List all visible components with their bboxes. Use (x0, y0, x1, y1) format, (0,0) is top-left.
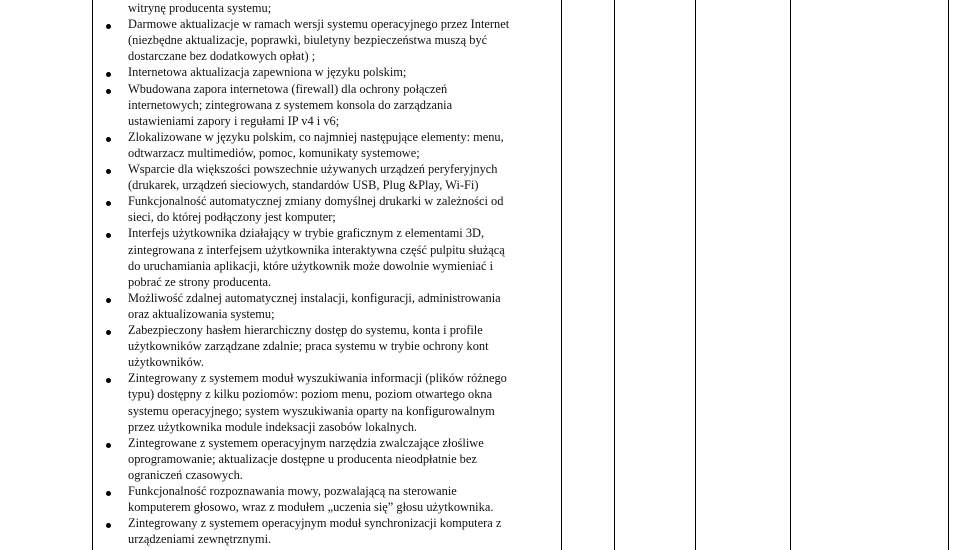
table-border-col2-right (614, 0, 615, 550)
list-item-line: Wbudowana zapora internetowa (firewall) dla ochrony połączeń (128, 81, 448, 96)
list-item-line: Zintegrowany z systemem operacyjnym moduł synchronizacji komputera z (128, 516, 502, 531)
list-item-line: Zintegrowany z systemem moduł wyszukiwania informacji (plików różnego (128, 371, 507, 386)
list-item-line: Darmowe aktualizacje w ramach wersji systemu operacyjnego przez Internet (128, 17, 510, 32)
bullet-icon (106, 169, 111, 174)
list-item-line: przez użytkownika module indeksacji zasobów lokalnych. (128, 419, 418, 434)
list-item-line: witrynę producenta systemu; (128, 1, 272, 15)
bullet-icon (106, 298, 111, 303)
specification-cell (92, 0, 562, 550)
list-item-line: do uruchamiania aplikacji, które użytkownik może dowolnie wymieniać i (128, 258, 494, 273)
list-item-line: użytkowników. (128, 355, 204, 370)
bullet-icon (106, 330, 111, 335)
list-item-line: ograniczeń czasowych. (128, 467, 243, 482)
bullet-icon (106, 233, 111, 238)
bullet-icon (106, 89, 111, 94)
list-item-line: (drukarek, urządzeń sieciowych, standardów USB, Plug &Play, Wi-Fi) (128, 178, 479, 193)
table-border-col3-right (695, 0, 696, 550)
list-item-line: odtwarzacz multimediów, pomoc, komunikaty systemowe; (128, 145, 420, 160)
bullet-icon (106, 523, 111, 528)
list-item-line: Interfejs użytkownika działający w trybie graficznym z elementami 3D, (128, 226, 485, 241)
list-item-line: Wsparcie dla większości powszechnie używanych urządzeń peryferyjnych (128, 162, 498, 176)
list-item-line: systemu operacyjnego; system wyszukiwania oparty na konfigurowalnym (128, 403, 495, 418)
list-item-line: zintegrowana z interfejsem użytkownika interaktywna część pulpitu służącą (128, 242, 505, 257)
list-item-line: komputerem głosowo, wraz z modułem „uczenia się” głosu użytkownika. (128, 500, 494, 515)
table-border-col4-right (790, 0, 791, 550)
list-item-line: sieci, do której podłączony jest komputer; (128, 210, 336, 225)
list-item-line: Funkcjonalność rozpoznawania mowy, pozwalającą na sterowanie (128, 484, 457, 498)
bullet-icon (106, 72, 111, 77)
bullet-icon (106, 443, 111, 448)
list-item-line: oprogramowanie; aktualizacje dostępne u producenta nieodpłatnie bez (128, 451, 477, 466)
list-item-line: oraz aktualizowania systemu; (128, 306, 275, 321)
list-item-line: Internetowa aktualizacja zapewniona w języku polskim; (128, 65, 407, 80)
list-item-line: użytkowników zarządzane zdalnie; praca systemu w trybie ochrony kont (128, 339, 489, 354)
bullet-icon (106, 491, 111, 496)
list-item-line: urządzeniami zewnętrznymi. (128, 532, 272, 547)
list-item-line: typu) dostępny z kilku poziomów: poziom menu, poziom otwartego okna (128, 387, 493, 402)
list-item-line: pobrać ze strony producenta. (128, 274, 272, 289)
table-border-right (948, 0, 949, 550)
list-item-line: Zabezpieczony hasłem hierarchiczny dostęp do systemu, konta i profile (128, 323, 483, 337)
list-item-line: Możliwość zdalnej automatycznej instalacji, konfiguracji, administrowania (128, 290, 501, 305)
list-item-line: ustawieniami zapory i regułami IP v4 i v6; (128, 113, 340, 128)
bullet-icon (106, 201, 111, 206)
list-item-line: Zlokalizowane w języku polskim, co najmniej następujące elementy: menu, (128, 129, 504, 144)
list-item-line: Zintegrowane z systemem operacyjnym narzędzia zwalczające złośliwe (128, 435, 484, 450)
list-item-line: internetowych; zintegrowana z systemem konsola do zarządzania (128, 97, 453, 112)
bullet-icon (106, 137, 111, 142)
list-item-line: (niezbędne aktualizacje, poprawki, biuletyny bezpieczeństwa muszą być (128, 33, 488, 48)
bullet-icon (106, 378, 111, 383)
bullet-icon (106, 24, 111, 29)
list-item-line: dostarczane bez dodatkowych opłat) ; (128, 49, 316, 64)
list-item-line: Funkcjonalność automatycznej zmiany domyślnej drukarki w zależności od (128, 194, 504, 209)
